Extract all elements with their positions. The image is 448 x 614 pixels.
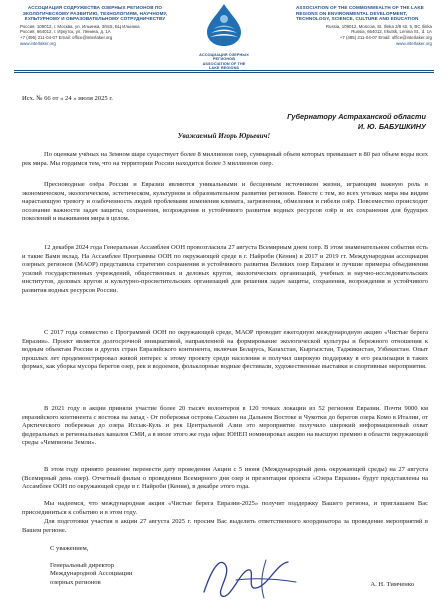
paragraph-8: Для подготовки участия в акции 27 августа 2025 г. просим Вас выделить ответственного координатора за проведение мероприятий в Вашем регионе. [22,518,428,534]
paragraph-7: Мы надеемся, что международная акция «Чистые берега Евразии-2025» получит поддержку Вашего региона, и приглашаем Вас присоединиться к событию и в этом году. [22,500,428,516]
paragraph-5: В 2021 году в акции приняли участие более 20 тысяч волонтеров в 120 точках локации из 52 регионов Евразии. Почти 9000 км евразийского континента с востока на запад - От побережья острова Сахалин на Дальнем Востоке и Чукотки до берегов озера Комо в Италии, от Арктического побережья до озера Иссык-Куль и рек Центральной Азии это мероприятие получило широкий информационный охват федеральных и региональных каналов СМИ, а в июле этого же года офис ЮНЕП номинировал акцию на высшую премию в области окружающей среды «Чемпионы Земли». [22,405,428,447]
droplet-logo-icon [201,2,247,48]
outgoing-reference: Исх. № 66 от « 24 » июля 2025 г. [22,95,113,102]
org-title-en: ASSOCIATION OF THE COMMONWEALTH OF THE LAKE REGIONS ON ENVIRONMENTAL DEVELOPMENT, TECHNOLOGY, SCIENCE, CULTURE AND EDUCATION [296,5,424,22]
website-link-en[interactable]: www.interlaker.org [396,40,432,46]
contact-phone-en: +7 (495) 211-04-07 Email: office@interlaker.org [339,34,432,40]
header-divider [14,70,434,71]
paragraph-1: По оценкам учёных на Земном шаре существует более 8 миллионов озер, суммарный объем которых превышает в 80 раз объем воды всех рек мира. Мы гордимся тем, что на территории России находится более 3 миллионов озер. [22,151,428,167]
header-right-block [282,5,432,46]
addressee-position: Губернатору Астраханской области [287,112,426,121]
address-irkutsk-en: Russia, 664012, Irkutsk, Lenina St., d. 1A [351,29,432,35]
handwritten-signature-icon [196,552,306,602]
org-address-ru [20,24,170,46]
signatory-title [50,562,132,587]
signatory-name: А. Н. Тимченко [370,581,414,588]
signatory-title-line-2: Международной Ассоциации [50,570,133,578]
logo-caption-ru: АССОЦИАЦИЯ ОЗЕРНЫХ РЕГИОНОВ [199,53,249,62]
logo-caption-en: ASSOCIATION OF THE LAKE REGIONS [202,61,246,71]
address-moscow-en: Russia, 109012, Moscow, St. Ilinka 3/8 str. 5, BC Ilinka [325,23,432,29]
website-link-ru[interactable]: www.interlaker.org [20,40,56,46]
header-left-block [20,5,170,46]
paragraph-4: С 2017 года совместно с Программой ООН по окружающей среде, МАОР проводит ежегодную международную акцию «Чистые берега Евразии». Проект является долгосрочной инициативой, направленной на формирование экологической культуры и бережного отношения к водным объектам России и других стран Евразийского континента, включая Беларусь, Казахстан, Кыргызстан, Таджикистан, Узбекистан. Опыт прошлых лет продемонстрировал живой интерес к этому проекту среди населения и получил широкую поддержку в его реализации в таких формах, как уборка мусора берегов озер, рек и водоемов, фольклорные водные фестивали, художественные выставки и спортивные мероприятия. [22,329,428,371]
signatory-title-line-1: Генеральный директор [50,562,115,569]
paragraph-2: Пресноводные озёра России и Евразии являются уникальными и бесценным источником жизни, играющим важную роль в экономическом, экологическом, эстетическом, культурном и образовательном развитии регионов. Вместе с тем, во всех уголках мира мы видим нарастающую тревогу и озабоченность людей проблемами изменения климата, загрязнения, обмеления и гибели озёр. Повсеместно происходит осознание важности задач защиты, сохранения, возрождения и устойчивого развития водных ресурсов озёр и их сохранения для будущих поколений и выживания мира в целом. [22,181,428,223]
contact-phone-ru: +7 (495) 211-04-07 Email: office@interlaker.org [20,34,113,40]
paragraph-3: 12 декабря 2024 года Генеральная Ассамблея ООН провозгласила 27 августа Всемирным днем озер. В этом знаменательном событии есть и такие Вами вклад. На Ассамблее Программы ООН по окружающей среде в г. Найроби (Кения) в 2017 и 2019 гг. Международная ассоциация озерных регионов (МАОР) представила стратегию сохранения и устойчивого развития Великих озер Евразии и лучшие примеры объединения усилий государственных учреждений, общественных и деловых кругов, экологических организаций, учебных и научно-исследовательских институтов, деловых кругов и культурно-просветительских организаций для решения задач защиты, сохранения, возрождения и устойчивого развития водных ресурсов России. [22,244,428,294]
closing-phrase: С уважением, [50,545,89,552]
org-address-en [282,24,432,46]
header-divider-thin [14,72,434,73]
association-logo [197,2,251,71]
addressee-block [236,112,426,132]
org-title-ru: АССОЦИАЦИЯ СОДРУЖЕСТВА ОЗЕРНЫХ РЕГИОНОВ ПО ЭКОЛОГИЧЕСКОМУ РАЗВИТИЮ, ТЕХНОЛОГИЯМ, НАУЧНОМУ, КУЛЬТУРНОМУ И ОБРАЗОВАТЕЛЬНОМУ СОТРУДНИЧЕСТВУ [22,5,168,22]
addressee-name: И. Ю. БАБУШКИНУ [357,122,426,131]
signatory-title-line-3: озерных регионов [50,578,101,586]
address-irkutsk-ru: Россия, 664012, г. Иркутск, ул. Ленина, д. 1А [20,29,111,35]
greeting: Уважаемый Игорь Юрьевич! [177,132,271,140]
paragraph-6: В этом году принято решение перенести дату проведения Акции с 5 июня (Международный день окружающей среды) на 27 августа (Всемирный день озер). Отчетный фильм о проведении Всемирного дня озер и презентация проекта «Озера Евразии» будут представлены на Ассамблее ООН по окружающей среде в г. Найроби (Кения), в декабре этого года. [22,466,428,491]
address-moscow-ru: Россия, 109012, г. Москва, ул. Ильинка, 3/8с5, БЦ Ильинка [20,23,140,29]
